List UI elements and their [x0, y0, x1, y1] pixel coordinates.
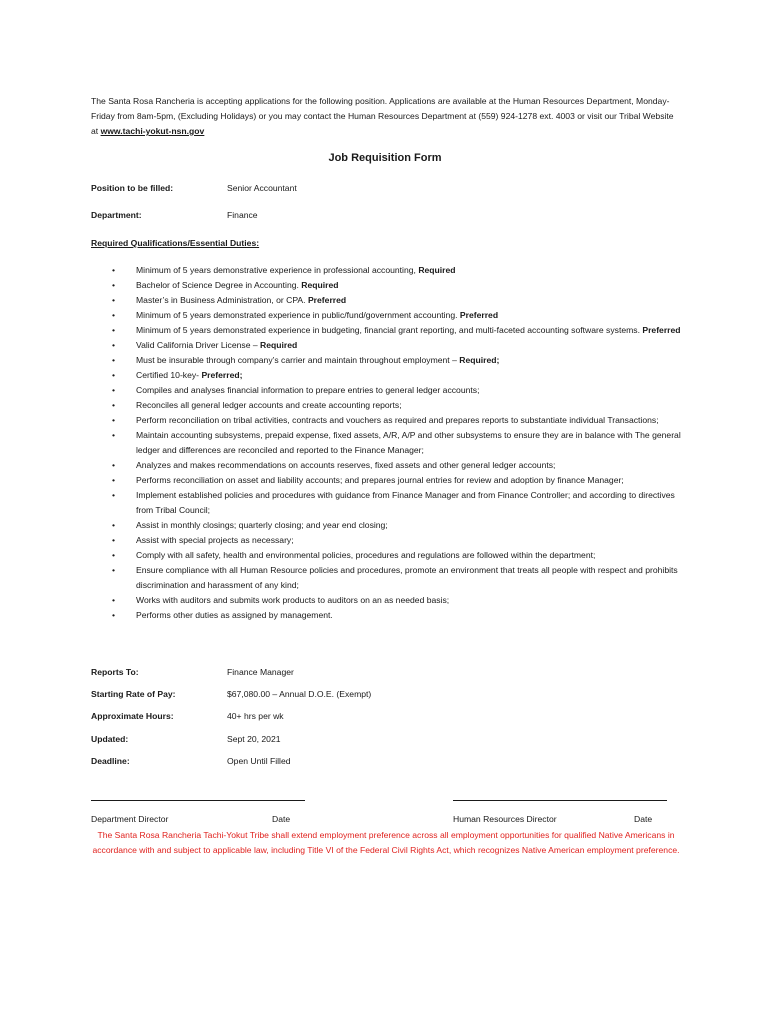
bullet-icon: •: [112, 475, 116, 485]
duty-text: Must be insurable through company’s carrier and maintain throughout employment –: [136, 355, 460, 365]
duty-requirement-level: Required;: [459, 355, 500, 365]
duty-item: [110, 353, 682, 368]
duty-item: [110, 398, 682, 413]
duty-text: Minimum of 5 years demonstrative experience in professional accounting,: [136, 265, 419, 275]
field-label: Position to be filled:: [91, 183, 174, 193]
department-director-label: Department Director: [91, 814, 169, 824]
duty-item: [110, 383, 682, 398]
duty-text: Comply with all safety, health and environmental policies, procedures and regulations are followed within the department;: [136, 550, 596, 560]
bullet-icon: •: [112, 295, 116, 305]
field-value: 40+ hrs per wk: [227, 711, 284, 721]
duty-requirement-level: Preferred: [642, 325, 681, 335]
bullet-icon: •: [112, 370, 116, 380]
duty-text: Performs other duties as assigned by management.: [136, 610, 333, 620]
bullet-icon: •: [112, 340, 116, 350]
duty-text: Assist with special projects as necessary;: [136, 535, 294, 545]
field-value: Finance Manager: [227, 667, 294, 677]
duty-item: [110, 293, 682, 308]
duty-item: [110, 338, 682, 353]
hr-director-label: Human Resources Director: [453, 814, 557, 824]
duty-item: [110, 593, 682, 608]
field-label: Deadline:: [91, 756, 130, 766]
duty-requirement-level: Required: [301, 280, 339, 290]
duty-item: [110, 488, 682, 518]
field-value: Senior Accountant: [227, 183, 297, 193]
bullet-icon: •: [112, 400, 116, 410]
duty-item: [110, 308, 682, 323]
bullet-icon: •: [112, 280, 116, 290]
duty-text: Implement established policies and procedures with guidance from Finance Manager and from Finance Controller; and according to directives from Tribal Council;: [136, 490, 675, 515]
bullet-icon: •: [112, 610, 116, 620]
bullet-icon: •: [112, 535, 116, 545]
bullet-icon: •: [112, 550, 116, 560]
duty-item: [110, 458, 682, 473]
duty-item: [110, 473, 682, 488]
duty-text: Valid California Driver License –: [136, 340, 261, 350]
field-value: Sept 20, 2021: [227, 734, 281, 744]
duty-item: [110, 278, 682, 293]
duty-item: [110, 368, 682, 383]
bullet-icon: •: [112, 460, 116, 470]
duty-item: [110, 548, 682, 563]
hr-signature-line: [453, 800, 667, 801]
form-title: Job Requisition Form: [328, 152, 442, 164]
duty-requirement-level: Preferred: [307, 295, 347, 305]
duty-item: [110, 533, 682, 548]
duty-text: Performs reconciliation on asset and liability accounts; and prepares journal entries for review and adoption by finance Manager;: [136, 475, 624, 485]
bullet-icon: •: [112, 325, 116, 335]
bullet-icon: •: [112, 355, 116, 365]
duties-list: [110, 263, 682, 623]
hr-date-label: Date: [634, 814, 653, 824]
duty-requirement-level: Required: [260, 340, 298, 350]
duty-item: [110, 608, 682, 623]
field-label: Department:: [91, 210, 142, 220]
bullet-icon: •: [112, 565, 116, 575]
duty-text: Works with auditors and submits work products to auditors on an as needed basis;: [136, 595, 450, 605]
field-label: Starting Rate of Pay:: [91, 689, 176, 699]
bullet-icon: •: [112, 265, 116, 275]
duty-text: Maintain accounting subsystems, prepaid expense, fixed assets, A/R, A/P and other subsystems to ensure they are in balance with The general ledger and differences are reconciled and reported to the Finance Manager;: [136, 430, 681, 455]
duty-text: Minimum of 5 years demonstrated experience in public/fund/government accounting.: [136, 310, 460, 320]
field-value: $67,080.00 – Annual D.O.E. (Exempt): [227, 689, 372, 699]
duty-text: Reconciles all general ledger accounts and create accounting reports;: [136, 400, 402, 410]
duty-item: [110, 563, 682, 593]
duty-text: Analyzes and makes recommendations on accounts reserves, fixed assets and other general ledger accounts;: [136, 460, 556, 470]
duty-text: Compiles and analyses financial information to prepare entries to general ledger accounts;: [136, 385, 480, 395]
field-label: Reports To:: [91, 667, 139, 677]
duty-requirement-level: Required: [418, 265, 456, 275]
section-heading: Required Qualifications/Essential Duties:: [91, 238, 260, 248]
field-value: Finance: [227, 210, 258, 220]
bullet-icon: •: [112, 385, 116, 395]
field-value: Open Until Filled: [227, 756, 291, 766]
field-label: Updated:: [91, 734, 129, 744]
bullet-icon: •: [112, 310, 116, 320]
duty-text: Minimum of 5 years demonstrated experience in budgeting, financial grant reporting, and multi-faceted accounting software systems.: [136, 325, 643, 335]
duty-item: [110, 428, 682, 458]
employment-preference-notice: The Santa Rosa Rancheria Tachi-Yokut Tribe shall extend employment preference across all employment opportunities for qualified Native Americans in accordance with and subject to applicable law, including Title VI of the Federal Civil Rights Act, which recognizes Native American employment preference.: [92, 830, 680, 855]
department-date-label: Date: [272, 814, 291, 824]
duty-requirement-level: Preferred;: [201, 370, 243, 380]
bullet-icon: •: [112, 415, 116, 425]
tribal-website-link[interactable]: www.tachi-yokut-nsn.gov: [100, 126, 205, 136]
duty-text: Ensure compliance with all Human Resource policies and procedures, promote an environment that treats all people with respect and prohibits discrimination and harassment of any kind;: [136, 565, 678, 590]
duty-text: Perform reconciliation on tribal activities, contracts and vouchers as required and prepares reports to substantiate individual Transactions;: [136, 415, 659, 425]
bullet-icon: •: [112, 520, 116, 530]
duty-item: [110, 413, 682, 428]
duty-text: Assist in monthly closings; quarterly closing; and year end closing;: [136, 520, 388, 530]
bullet-icon: •: [112, 490, 116, 500]
duty-requirement-level: Preferred: [459, 310, 499, 320]
field-label: Approximate Hours:: [91, 711, 174, 721]
bullet-icon: •: [112, 430, 116, 440]
department-signature-line: [91, 800, 305, 801]
bullet-icon: •: [112, 595, 116, 605]
duty-text: Bachelor of Science Degree in Accounting.: [136, 280, 302, 290]
intro-paragraph: [91, 94, 681, 139]
duty-item: [110, 263, 682, 278]
intro-text: The Santa Rosa Rancheria is accepting applications for the following position. Applications are available at the Human Resources Department, Monday-Friday from 8am-5pm, (Excluding Holidays) or you may contact the Human Resources Department at (559) 924-1278 ext. 4003 or visit our Tribal Website at: [91, 96, 674, 136]
duty-item: [110, 323, 682, 338]
duty-text: Master’s in Business Administration, or CPA.: [136, 295, 308, 305]
duty-text: Certified 10-key-: [136, 370, 202, 380]
duty-item: [110, 518, 682, 533]
